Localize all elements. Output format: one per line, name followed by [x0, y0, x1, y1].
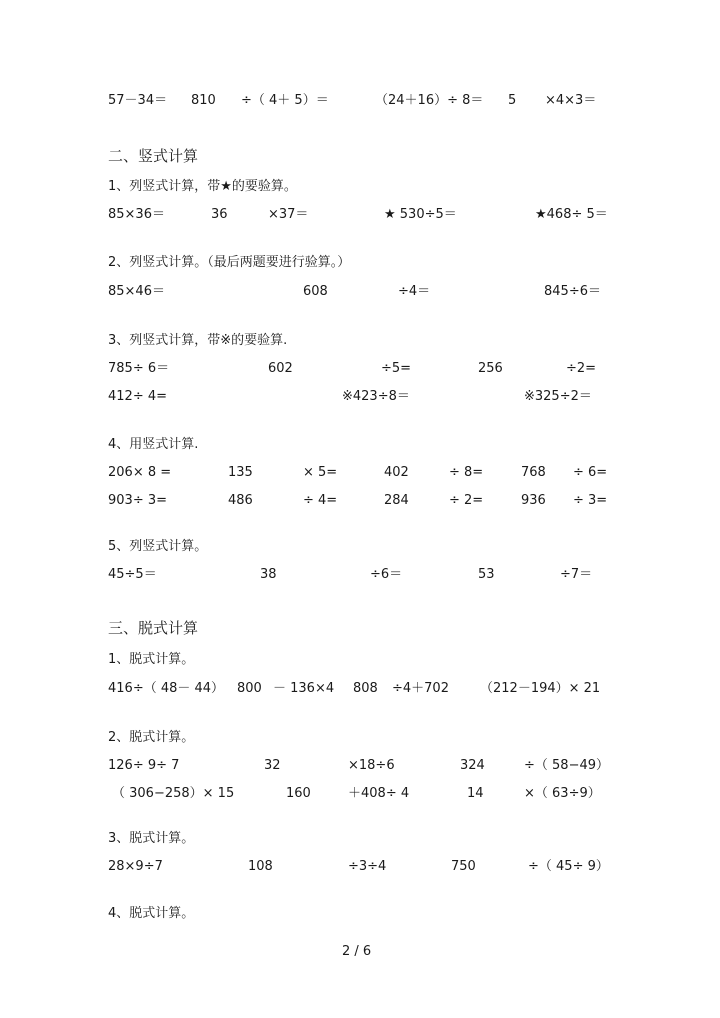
math-expression: ÷ 4= [303, 493, 338, 508]
question-title: 2、脱式计算。 [108, 730, 195, 745]
math-expression: 256 [478, 361, 503, 376]
math-expression: － 136×4 [273, 681, 335, 696]
math-expression: 324 [460, 758, 485, 773]
math-expression: 85×46＝ [108, 284, 165, 299]
math-expression: ÷ 2= [449, 493, 484, 508]
math-expression: 402 [384, 465, 409, 480]
math-expression: ÷7＝ [560, 567, 593, 582]
math-expression: ÷5= [381, 361, 412, 376]
math-expression: 28×9÷7 [108, 859, 163, 874]
math-expression: ×18÷6 [348, 758, 395, 773]
math-expression: ×37＝ [268, 207, 309, 222]
math-expression: 810 [191, 93, 216, 108]
math-expression: × 5= [303, 465, 338, 480]
math-expression: ÷6＝ [370, 567, 403, 582]
question-title: 5、列竖式计算。 [108, 539, 208, 554]
math-expression: 57－34＝ [108, 93, 168, 108]
math-expression: 785÷ 6＝ [108, 361, 170, 376]
question-title: 3、脱式计算。 [108, 831, 195, 846]
math-expression: 412÷ 4= [108, 389, 168, 404]
math-expression: ×4×3＝ [545, 93, 597, 108]
math-expression: ÷2= [566, 361, 597, 376]
math-expression: 5 [508, 93, 517, 108]
math-expression: ÷（ 4＋ 5）＝ [241, 93, 329, 108]
math-expression: 14 [467, 786, 484, 801]
math-expression: 808 [353, 681, 378, 696]
math-expression: （212－194）× 21 [480, 681, 601, 696]
math-expression: （24＋16）÷ 8＝ [375, 93, 484, 108]
math-expression: 845÷6＝ [544, 284, 601, 299]
math-expression: ÷4＝ [398, 284, 431, 299]
section-title: 二、竖式计算 [108, 147, 199, 165]
math-expression: 768 [521, 465, 546, 480]
math-expression: 903÷ 3= [108, 493, 168, 508]
math-expression: （ 306−258）× 15 [112, 786, 235, 801]
math-expression: 53 [478, 567, 495, 582]
math-expression: 602 [268, 361, 293, 376]
math-expression: 32 [264, 758, 281, 773]
math-expression: 800 [237, 681, 262, 696]
math-expression: ÷（ 45÷ 9） [528, 859, 609, 874]
math-expression: ÷ 3= [573, 493, 608, 508]
math-expression: ＋408÷ 4 [348, 786, 410, 801]
math-expression: 108 [248, 859, 273, 874]
math-expression: 750 [451, 859, 476, 874]
math-expression: 135 [228, 465, 253, 480]
math-expression: 206× 8 = [108, 465, 172, 480]
math-expression: ÷ 8= [449, 465, 484, 480]
question-title: 2、列竖式计算。（最后两题要进行验算。） [108, 255, 351, 270]
math-expression: 608 [303, 284, 328, 299]
math-expression: ★468÷ 5＝ [535, 207, 608, 222]
math-expression: ÷4＋702 [392, 681, 449, 696]
math-expression: ※325÷2＝ [524, 389, 592, 404]
question-title: 3、列竖式计算，带※的要验算. [108, 333, 288, 348]
math-expression: ÷ 6= [573, 465, 608, 480]
page-number: 2 / 6 [342, 944, 372, 959]
math-expression: 85×36＝ [108, 207, 165, 222]
math-expression: 126÷ 9÷ 7 [108, 758, 180, 773]
question-title: 1、列竖式计算，带★的要验算。 [108, 179, 297, 194]
question-title: 1、脱式计算。 [108, 652, 195, 667]
math-expression: ×（ 63÷9） [524, 786, 601, 801]
math-expression: 284 [384, 493, 409, 508]
math-expression: 160 [286, 786, 311, 801]
math-expression: ★ 530÷5＝ [384, 207, 457, 222]
math-expression: 38 [260, 567, 277, 582]
question-title: 4、用竖式计算. [108, 437, 199, 452]
math-expression: 486 [228, 493, 253, 508]
math-expression: ÷（ 58−49） [524, 758, 610, 773]
math-expression: ※423÷8＝ [342, 389, 410, 404]
math-expression: 936 [521, 493, 546, 508]
math-expression: 36 [211, 207, 228, 222]
math-expression: ÷3÷4 [348, 859, 387, 874]
question-title: 4、脱式计算。 [108, 906, 195, 921]
math-expression: 416÷（ 48－ 44） [108, 681, 225, 696]
math-expression: 45÷5＝ [108, 567, 157, 582]
section-title: 三、脱式计算 [108, 619, 199, 637]
